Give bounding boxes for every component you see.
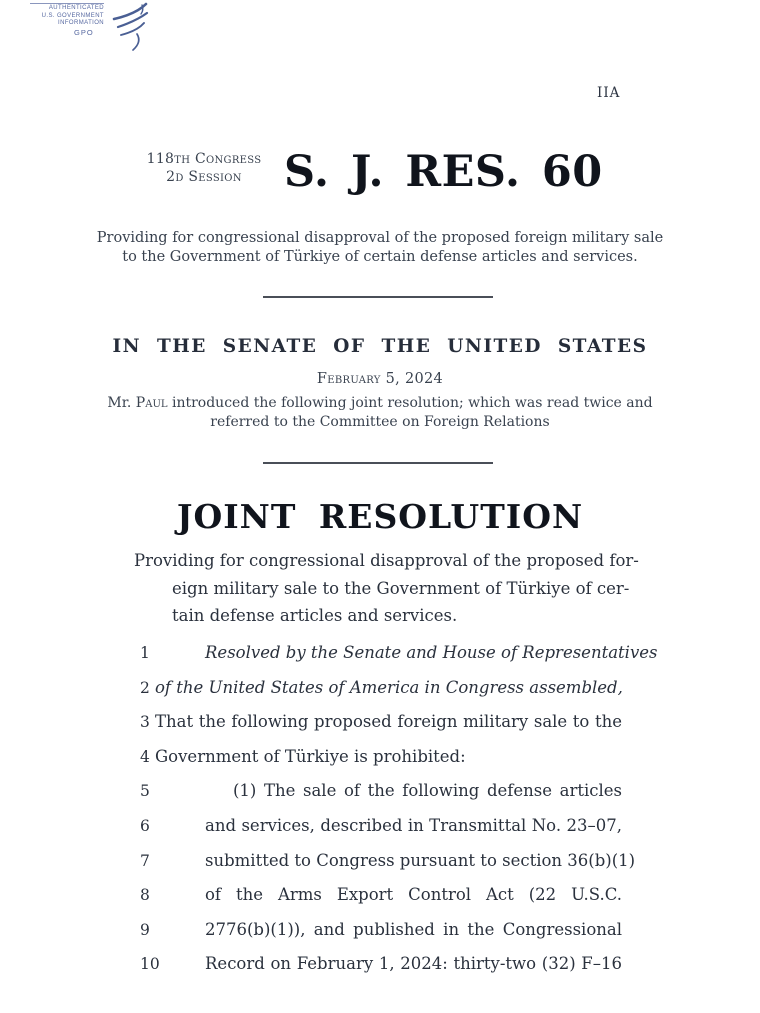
official-title	[0, 229, 760, 267]
official-title-line1: Providing for congressional disapproval of the proposed foreign military sale	[96, 230, 664, 246]
line-number: 3	[140, 713, 150, 732]
line-text: and services, described in Transmittal No. 23–07,	[205, 815, 622, 835]
line-text: Resolved by the Senate and House of Representatives	[205, 643, 658, 662]
line-number: 8	[140, 886, 150, 905]
line-number: 4	[140, 747, 150, 766]
horizontal-rule-bottom	[263, 462, 493, 464]
body-line	[140, 809, 622, 844]
congress-label: 118th Congress	[146, 151, 262, 167]
body-line	[140, 913, 622, 948]
line-number: 1	[140, 644, 150, 662]
line-text: submitted to Congress pursuant to section 36(b)(1)	[205, 850, 636, 870]
resolution-body	[140, 636, 658, 982]
body-line	[140, 878, 622, 913]
gpo-eagle-icon	[106, 2, 150, 56]
body-line	[140, 636, 658, 671]
session-label: 2d Session	[166, 168, 242, 185]
body-line	[140, 774, 622, 809]
chamber-heading: IN THE SENATE OF THE UNITED STATES	[112, 336, 648, 357]
body-line	[140, 844, 636, 879]
line-number: 9	[140, 920, 150, 939]
line-number: 10	[140, 955, 160, 974]
introduction-date: February 5, 2024	[316, 371, 444, 387]
body-line	[140, 671, 622, 706]
line-text: of the United States of America in Congress assembled,	[155, 677, 623, 697]
gpo-stamp-line1: AUTHENTICATED	[48, 5, 104, 11]
sponsor-name: Paul	[135, 395, 168, 411]
body-line	[140, 740, 622, 775]
official-title-line2: to the Government of Türkiye of certain defense articles and services.	[122, 249, 638, 265]
preamble-line: eign military sale to the Government of Türkiye of cer-	[172, 578, 630, 598]
sponsor-action-line2: referred to the Committee on Foreign Relations	[210, 414, 550, 430]
line-text: Record on February 1, 2024: thirty-two (32) F–16	[205, 954, 622, 974]
line-number: 7	[140, 851, 150, 870]
gpo-stamp-line3: INFORMATION	[58, 20, 104, 26]
body-line	[140, 705, 622, 740]
document-type-heading: JOINT RESOLUTION	[176, 497, 584, 536]
line-number: 2	[140, 678, 150, 697]
body-line	[140, 947, 622, 982]
sponsor-action-line1	[0, 394, 760, 413]
line-text: (1) The sale of the following defense articles	[233, 781, 622, 801]
bill-version-code: IIA	[597, 85, 621, 101]
preamble	[134, 547, 639, 630]
sponsor-action	[0, 394, 760, 432]
line-text: of the Arms Export Control Act (22 U.S.C.	[205, 885, 622, 905]
gpo-stamp-text	[30, 3, 104, 28]
line-number: 5	[140, 782, 150, 801]
horizontal-rule-top	[263, 296, 493, 298]
line-text: Government of Türkiye is prohibited:	[155, 746, 466, 766]
gpo-stamp-line2: U.S. GOVERNMENT	[41, 12, 104, 19]
gpo-stamp-label: GPO	[74, 28, 94, 37]
congress-session-block	[137, 151, 271, 186]
line-text: 2776(b)(1)), and published in the Congressional	[205, 919, 622, 939]
preamble-line: Providing for congressional disapproval of the proposed for-	[134, 551, 639, 570]
preamble-line: tain defense articles and services.	[172, 606, 458, 626]
gpo-authentication-stamp	[30, 2, 140, 52]
sponsor-prefix: Mr.	[107, 395, 132, 411]
sponsor-action-rest: introduced the following joint resolution; which was read twice and	[171, 395, 653, 411]
line-number: 6	[140, 816, 150, 835]
line-text: That the following proposed foreign military sale to the	[155, 712, 622, 732]
bill-number: S. J. RES. 60	[284, 147, 603, 197]
